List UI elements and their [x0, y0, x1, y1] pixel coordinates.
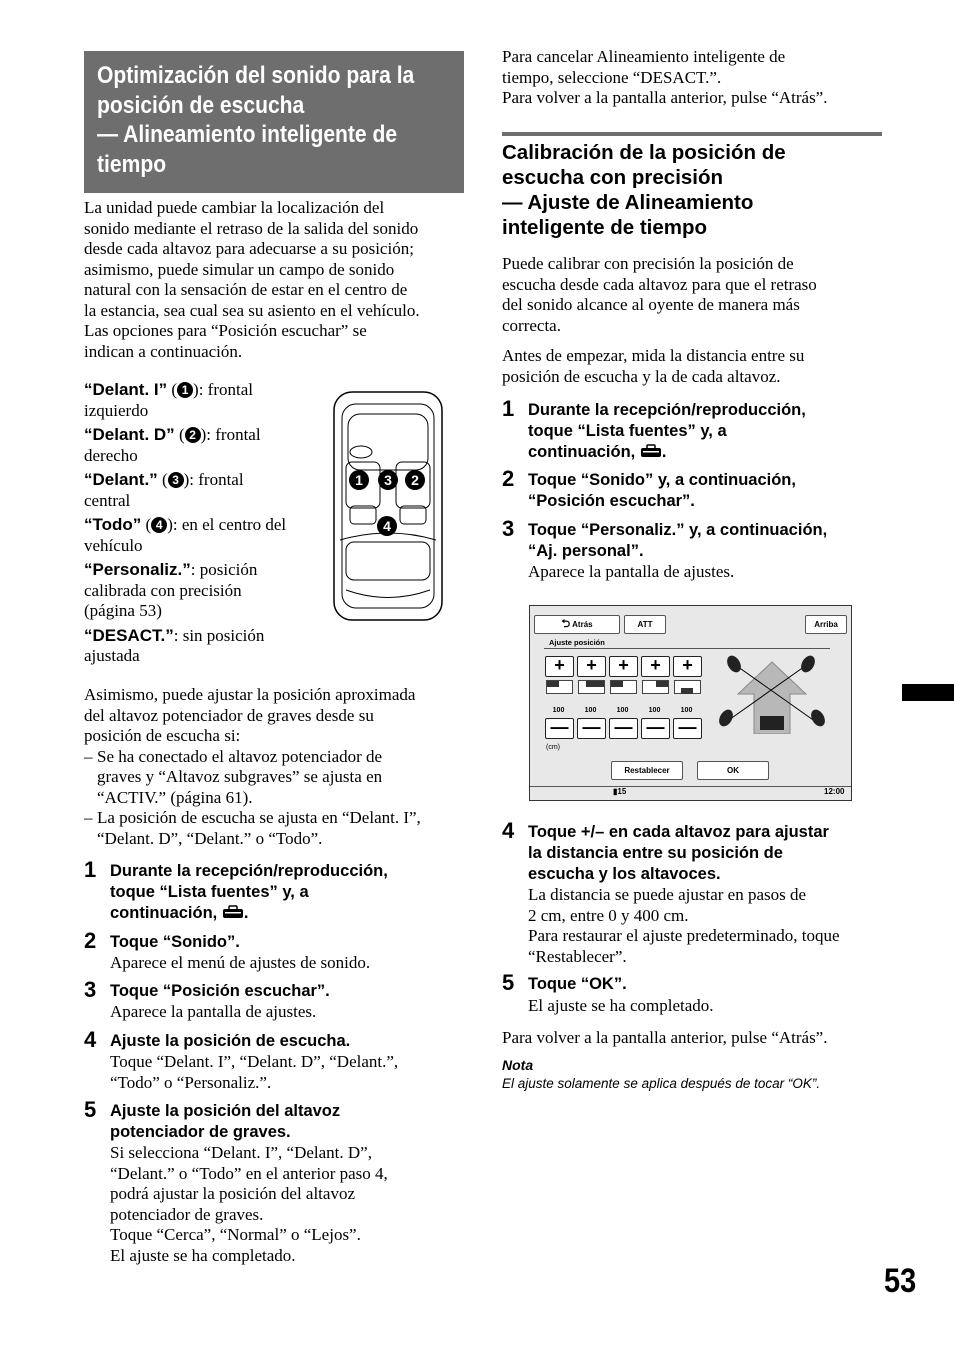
title-line: — Alineamiento inteligente de [97, 121, 398, 148]
text-line: La distancia se puede ajustar en pasos de [528, 885, 807, 904]
option-text: : posición [190, 560, 258, 579]
text-line: continuación, [528, 443, 636, 461]
text-line: potenciador de graves. [110, 1204, 264, 1224]
plus-button-4[interactable]: + [641, 656, 670, 677]
text-line: “Restablecer”. [528, 946, 627, 966]
source-list-icon [222, 905, 244, 919]
option-text: ): frontal [193, 380, 253, 399]
note-text: El ajuste solamente se aplica después de tocar “OK”. [502, 1076, 821, 1091]
settings-screen [529, 605, 852, 801]
text-line: “Todo” o “Personaliz.”. [110, 1072, 272, 1092]
text-line: asimismo, puede simular un campo de sonido [84, 259, 395, 279]
option-label: “Delant.” [84, 470, 158, 489]
option-delant-d: “Delant. D” ( 2 ): frontal derecho [84, 425, 261, 465]
text-line: Para restaurar el ajuste predeterminado, toque [528, 926, 840, 945]
step-number: 5 [84, 1097, 97, 1122]
position-options [84, 380, 324, 667]
heading-line: escucha con precisión [502, 166, 724, 189]
back-paragraph: Para volver a la pantalla anterior, pulse “Atrás”. [502, 1028, 828, 1047]
text-line: Puede calibrar con precisión la posición de [502, 254, 794, 273]
option-label: “DESACT.” [84, 625, 174, 645]
speaker-meter-4 [642, 680, 669, 694]
step-number: 2 [84, 928, 97, 953]
text-line: Toque “Cerca”, “Normal” o “Lejos”. [110, 1225, 361, 1244]
calibration-paragraph [502, 254, 892, 336]
car-marker-1: 1 [349, 470, 369, 490]
step-number: 2 [502, 466, 515, 491]
text-line: Las opciones para “Posición escuchar” se [84, 321, 367, 340]
cancel-paragraph [502, 47, 892, 109]
r-step-1-heading: Durante la recepción/reproducción, toque “Lista fuentes” y, a continuación, . [528, 400, 888, 463]
ok-button[interactable]: OK [697, 761, 769, 780]
status-divider [530, 786, 851, 787]
option-text: derecho [84, 445, 138, 465]
option-text: ajustada [84, 646, 140, 665]
title-line: posición de escucha [97, 91, 305, 119]
volume-value: 15 [617, 787, 627, 796]
number-4-icon: 4 [151, 517, 167, 533]
speaker-meter-5 [674, 680, 701, 694]
minus-button-4[interactable]: — [641, 718, 670, 739]
r-step-2-heading [528, 470, 888, 512]
heading-line: inteligente de tiempo [502, 216, 708, 239]
subsection-heading [502, 140, 882, 240]
text-line: la estancia, sea cual sea su asiento en el vehículo. [84, 300, 420, 320]
distance-value: 100 [648, 707, 661, 714]
text-line: continuación, [110, 904, 218, 922]
text-line: sonido mediante el retraso de la salida del sonido [84, 218, 419, 238]
car-outline-icon [332, 390, 444, 622]
text-line: posición de escucha y la de cada altavoz. [502, 366, 781, 386]
heading-line: — Ajuste de Alineamiento [502, 191, 754, 214]
option-label: “Personaliz.” [84, 560, 191, 579]
text-line: Para volver a la pantalla anterior, pulse “Atrás”. [502, 88, 828, 107]
step-3-heading: Toque “Posición escuchar”. [110, 982, 330, 1000]
back-arrow-icon: ⮌ [561, 618, 571, 630]
r-step-4-body [528, 885, 898, 967]
option-text: vehículo [84, 535, 143, 555]
option-text: calibrada con precisión [84, 580, 242, 600]
text-line: 2 cm, entre 0 y 400 cm. [528, 905, 689, 925]
step-3-body: Aparece la pantalla de ajustes. [110, 1002, 317, 1021]
text-line: “Delant. D”, “Delant.” o “Todo”. [97, 828, 323, 848]
unit-label: (cm) [546, 744, 560, 751]
volume-indicator [613, 787, 626, 796]
step-2-body: Aparece el menú de ajustes de sonido. [110, 953, 371, 972]
title-line: Optimización del sonido para la [97, 62, 415, 89]
text-line: toque “Lista fuentes” y, a [528, 422, 727, 440]
step-5-heading [110, 1101, 470, 1143]
option-delant-i: “Delant. I” ( 1 ): frontal izquierdo [84, 380, 253, 420]
step-number: 3 [502, 516, 515, 541]
also-paragraph [84, 685, 474, 849]
car-marker-3: 3 [378, 470, 398, 490]
step-5-body [110, 1143, 470, 1266]
text-line: desde cada altavoz para adecuarse a su posición; [84, 239, 414, 258]
option-desact [84, 626, 324, 667]
text-line: “Delant.” o “Todo” en el anterior paso 4, [110, 1163, 388, 1183]
adjust-position-label: Ajuste posición [549, 638, 605, 647]
car-seat-diagram [332, 390, 444, 622]
plus-button-1[interactable]: + [545, 656, 574, 677]
section-rule [502, 132, 882, 136]
option-text: ): frontal [200, 425, 261, 444]
option-todo: “Todo” ( 4 ): en el centro del vehículo [84, 515, 287, 555]
r-step-4-heading [528, 822, 898, 885]
distance-value: 100 [584, 707, 597, 714]
r-step-5-heading: Toque “OK”. [528, 975, 627, 993]
speaker-meter-2 [578, 680, 605, 694]
step-number: 3 [84, 977, 97, 1002]
option-text: ): en el centro del [167, 515, 287, 534]
reset-button[interactable]: Restablecer [611, 761, 683, 780]
text-line: podrá ajustar la posición del altavoz [110, 1184, 355, 1203]
intro-paragraph [84, 198, 474, 362]
bullet-item [84, 747, 474, 809]
text-line: Durante la recepción/reproducción, [528, 401, 806, 419]
text-line: escucha desde cada altavoz para que el retraso [502, 274, 817, 294]
step-4-body [110, 1052, 470, 1093]
back-button[interactable] [534, 615, 620, 634]
section-tab-marker [902, 684, 954, 701]
text-line: Toque “Personaliz.” y, a continuación, [528, 521, 828, 539]
text-line: del sonido alcance al oyente de manera más [502, 295, 800, 314]
speaker-meter-3 [610, 680, 637, 694]
option-text: izquierdo [84, 400, 149, 420]
step-number: 4 [502, 818, 515, 843]
text-line: Antes de empezar, mida la distancia entre su [502, 346, 805, 365]
r-step-5-body: El ajuste se ha completado. [528, 996, 714, 1015]
title-line: tiempo [97, 150, 167, 178]
option-text: central [84, 490, 131, 510]
text-line: natural con la sensación de estar en el centro de [84, 280, 408, 299]
option-delant: “Delant.” ( 3 ): frontal central [84, 470, 244, 510]
text-line: graves y “Altavoz subgraves” se ajusta en [97, 767, 383, 786]
minus-button-1[interactable]: — [545, 718, 574, 739]
plus-button-5[interactable]: + [673, 656, 702, 677]
text-line: Toque “Sonido” y, a continuación, [528, 471, 796, 489]
text-line: indican a continuación. [84, 341, 243, 361]
option-personaliz [84, 560, 324, 622]
source-list-icon [640, 444, 662, 458]
text-line: “Posición escuchar”. [528, 492, 695, 510]
plus-button-2[interactable]: + [577, 656, 606, 677]
step-2-heading: Toque “Sonido”. [110, 933, 240, 951]
minus-button-3[interactable]: — [609, 718, 638, 739]
heading-line: Calibración de la posición de [502, 141, 786, 164]
speaker-meter-1 [546, 680, 573, 694]
text-line: potenciador de graves. [110, 1123, 291, 1141]
car-marker-4: 4 [377, 516, 397, 536]
text-line: Para cancelar Alineamiento inteligente de [502, 47, 786, 66]
step-number: 5 [502, 970, 515, 995]
car-marker-2: 2 [405, 470, 425, 490]
text-line: La posición de escucha se ajusta en “Delant. I”, [97, 808, 421, 827]
option-text: : sin posición [173, 625, 265, 645]
text-line: La unidad puede cambiar la localización del [84, 198, 385, 217]
note-label: Nota [502, 1057, 534, 1073]
att-button[interactable]: ATT [624, 615, 666, 634]
r-step-3-heading [528, 520, 898, 562]
number-2-icon: 2 [185, 427, 201, 443]
text-line: la distancia entre su posición de [528, 844, 783, 862]
text-line: correcta. [502, 315, 561, 335]
text-line: Ajuste la posición del altavoz [110, 1102, 341, 1120]
text-line: del altavoz potenciador de graves desde su [84, 705, 374, 725]
divider [544, 648, 830, 649]
bullet-dash: – [84, 746, 93, 766]
measure-paragraph [502, 346, 892, 387]
speaker-layout-icon [712, 650, 832, 734]
section-title-box [84, 51, 464, 193]
section-title [97, 61, 458, 179]
text-line: escucha y los altavoces. [528, 865, 721, 883]
plus-button-3[interactable]: + [609, 656, 638, 677]
minus-button-2[interactable]: — [577, 718, 606, 739]
text-line: Se ha conectado el altavoz potenciador de [97, 746, 383, 766]
up-button[interactable]: Arriba [805, 615, 847, 634]
option-text: ): frontal [183, 470, 244, 489]
distance-value: 100 [616, 707, 629, 714]
volume-icon: ▮ [613, 787, 618, 796]
text-line: “ACTIV.” (página 61). [97, 787, 253, 807]
number-3-icon: 3 [168, 472, 184, 488]
clock: 12:00 [824, 787, 845, 796]
text-line: El ajuste se ha completado. [110, 1245, 296, 1265]
page-number: 53 [884, 1262, 917, 1300]
text-line: tiempo, seleccione “DESACT.”. [502, 67, 722, 87]
option-label: “Delant. D” [84, 425, 175, 444]
step-number: 1 [502, 396, 515, 421]
distance-value: 100 [680, 707, 693, 714]
option-text: (página 53) [84, 601, 162, 620]
step-number: 4 [84, 1027, 97, 1052]
distance-value: 100 [552, 707, 565, 714]
text-line: toque “Lista fuentes” y, a [110, 883, 309, 901]
bullet-dash: – [84, 808, 93, 827]
text-line: Toque +/– en cada altavoz para ajustar [528, 823, 829, 841]
text-line: “Aj. personal”. [528, 542, 644, 560]
option-label: “Delant. I” [84, 380, 168, 399]
step-1-heading: Durante la recepción/reproducción, toque “Lista fuentes” y, a continuación, . [110, 861, 470, 924]
step-number: 1 [84, 857, 97, 882]
number-1-icon: 1 [177, 382, 193, 398]
option-label: “Todo” [84, 515, 142, 534]
step-4-heading: Ajuste la posición de escucha. [110, 1032, 351, 1050]
r-step-3-body: Aparece la pantalla de ajustes. [528, 562, 735, 581]
bullet-item [84, 808, 474, 849]
back-label: Atrás [572, 620, 593, 629]
text-line: posición de escucha si: [84, 726, 241, 745]
text-line: Toque “Delant. I”, “Delant. D”, “Delant.”, [110, 1052, 399, 1071]
text-line: Durante la recepción/reproducción, [110, 862, 388, 880]
text-line: Asimismo, puede ajustar la posición aproximada [84, 685, 416, 704]
text-line: Si selecciona “Delant. I”, “Delant. D”, [110, 1143, 372, 1162]
minus-button-5[interactable]: — [673, 718, 702, 739]
